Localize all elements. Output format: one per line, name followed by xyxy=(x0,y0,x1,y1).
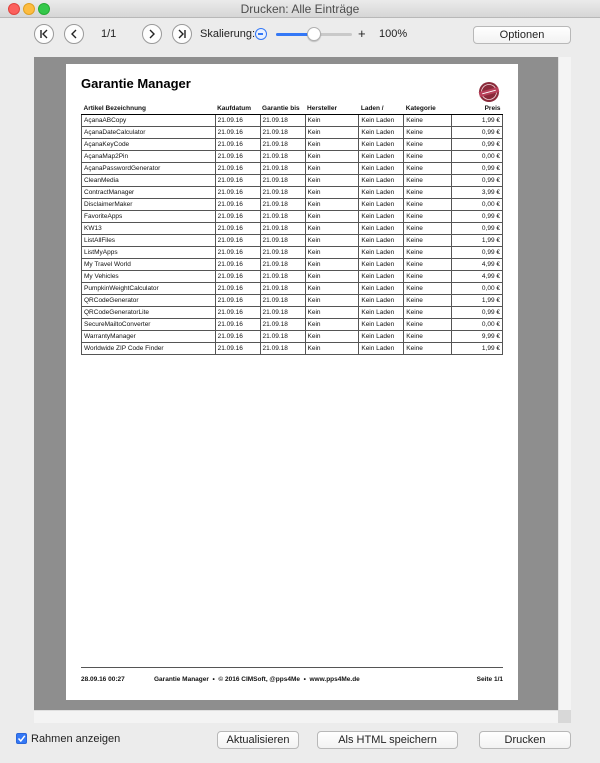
table-cell: 21.09.18 xyxy=(260,186,305,198)
table-cell: 21.09.16 xyxy=(215,258,260,270)
table-cell: 1,99 € xyxy=(452,342,503,354)
table-cell: Keine xyxy=(404,270,452,282)
table-cell: 21.09.16 xyxy=(215,126,260,138)
column-header: Kaufdatum xyxy=(215,104,260,114)
table-cell: Kein Laden xyxy=(359,330,404,342)
print-page xyxy=(66,64,518,700)
table-cell: 21.09.18 xyxy=(260,258,305,270)
table-cell: DisclaimerMaker xyxy=(82,198,216,210)
table-cell: Kein xyxy=(305,306,359,318)
table-cell: Kein Laden xyxy=(359,282,404,294)
column-header: Artikel Bezeichnung xyxy=(82,104,216,114)
table-row xyxy=(82,318,503,330)
table-row xyxy=(82,306,503,318)
table-cell: Keine xyxy=(404,114,452,126)
table-cell: Keine xyxy=(404,162,452,174)
table-cell: 21.09.18 xyxy=(260,294,305,306)
table-cell: Kein Laden xyxy=(359,294,404,306)
table-cell: 0,00 € xyxy=(452,282,503,294)
table-cell: 21.09.16 xyxy=(215,174,260,186)
table-cell: PumpkinWeightCalculator xyxy=(82,282,216,294)
table-cell: 4,99 € xyxy=(452,270,503,282)
table-cell: Keine xyxy=(404,138,452,150)
table-cell: ListAllFiles xyxy=(82,234,216,246)
checkmark-icon xyxy=(17,734,26,743)
table-cell: 3,99 € xyxy=(452,186,503,198)
table-cell: 21.09.18 xyxy=(260,114,305,126)
table-cell: 21.09.16 xyxy=(215,150,260,162)
table-cell: Keine xyxy=(404,174,452,186)
table-cell: Keine xyxy=(404,222,452,234)
table-cell: Kein xyxy=(305,150,359,162)
table-cell: AçanaKeyCode xyxy=(82,138,216,150)
table-cell: 21.09.16 xyxy=(215,270,260,282)
table-cell: Kein Laden xyxy=(359,318,404,330)
table-cell: 21.09.18 xyxy=(260,162,305,174)
table-cell: My Travel World xyxy=(82,258,216,270)
table-cell: Worldwide ZIP Code Finder xyxy=(82,342,216,354)
show-frame-checkbox[interactable] xyxy=(16,733,27,744)
column-header: Preis xyxy=(452,104,503,114)
table-row xyxy=(82,210,503,222)
table-cell: Keine xyxy=(404,198,452,210)
table-cell: Kein xyxy=(305,198,359,210)
table-cell: Kein Laden xyxy=(359,162,404,174)
table-cell: Kein xyxy=(305,282,359,294)
table-cell: Keine xyxy=(404,294,452,306)
table-cell: 0,99 € xyxy=(452,162,503,174)
table-cell: KW13 xyxy=(82,222,216,234)
table-cell: 21.09.16 xyxy=(215,138,260,150)
chevron-right-icon xyxy=(146,28,158,40)
table-cell: Kein Laden xyxy=(359,222,404,234)
table-cell: 21.09.16 xyxy=(215,114,260,126)
table-cell: 21.09.18 xyxy=(260,318,305,330)
zoom-percent: 100% xyxy=(379,28,408,40)
first-page-icon xyxy=(38,28,50,40)
table-row xyxy=(82,150,503,162)
table-cell: AçanaPasswordGenerator xyxy=(82,162,216,174)
table-cell: 0,00 € xyxy=(452,198,503,210)
table-cell: Kein xyxy=(305,294,359,306)
table-cell: Kein Laden xyxy=(359,270,404,282)
table-cell: ContractManager xyxy=(82,186,216,198)
column-header: Garantie bis xyxy=(260,104,305,114)
table-row xyxy=(82,234,503,246)
table-row xyxy=(82,126,503,138)
table-cell: Kein xyxy=(305,126,359,138)
table-cell: 21.09.18 xyxy=(260,234,305,246)
table-cell: Keine xyxy=(404,342,452,354)
table-body xyxy=(82,114,503,354)
footer-page-number: Seite 1/1 xyxy=(476,676,503,683)
table-cell: 21.09.18 xyxy=(260,342,305,354)
table-cell: CleanMedia xyxy=(82,174,216,186)
table-row xyxy=(82,114,503,126)
previous-page-button[interactable] xyxy=(64,24,84,44)
table-cell: Kein Laden xyxy=(359,126,404,138)
table-cell: 21.09.16 xyxy=(215,186,260,198)
table-cell: Keine xyxy=(404,306,452,318)
table-header-row xyxy=(82,104,503,114)
vertical-scrollbar[interactable] xyxy=(558,57,571,710)
table-cell: QRCodeGenerator xyxy=(82,294,216,306)
table-cell: Kein xyxy=(305,246,359,258)
table-cell: Kein Laden xyxy=(359,138,404,150)
table-cell: Kein Laden xyxy=(359,114,404,126)
table-cell: 1,99 € xyxy=(452,234,503,246)
table-cell: Kein xyxy=(305,138,359,150)
table-row xyxy=(82,294,503,306)
table-cell: Kein Laden xyxy=(359,198,404,210)
last-page-button[interactable] xyxy=(172,24,192,44)
table-row xyxy=(82,198,503,210)
table-cell: 0,99 € xyxy=(452,138,503,150)
table-cell: Keine xyxy=(404,258,452,270)
table-cell: 21.09.16 xyxy=(215,330,260,342)
table-cell: Kein xyxy=(305,342,359,354)
table-cell: 21.09.18 xyxy=(260,330,305,342)
last-page-icon xyxy=(176,28,188,40)
table-cell: Kein xyxy=(305,114,359,126)
table-cell: Keine xyxy=(404,246,452,258)
table-row xyxy=(82,138,503,150)
chevron-left-icon xyxy=(68,28,80,40)
table-cell: 21.09.18 xyxy=(260,210,305,222)
refresh-button[interactable]: Aktualisieren xyxy=(217,731,299,749)
table-cell: Keine xyxy=(404,282,452,294)
zoom-in-icon[interactable]: + xyxy=(358,26,366,41)
table-cell: Kein xyxy=(305,258,359,270)
table-cell: AçanaABCopy xyxy=(82,114,216,126)
table-cell: Kein xyxy=(305,162,359,174)
column-header: Hersteller xyxy=(305,104,359,114)
table-cell: Kein Laden xyxy=(359,186,404,198)
table-cell: 0,99 € xyxy=(452,222,503,234)
table-cell: Keine xyxy=(404,318,452,330)
table-cell: 0,99 € xyxy=(452,306,503,318)
table-cell: 21.09.16 xyxy=(215,294,260,306)
zoom-out-icon[interactable] xyxy=(255,28,267,40)
table-cell: Kein Laden xyxy=(359,174,404,186)
footer-divider xyxy=(81,667,503,668)
page-indicator: 1/1 xyxy=(101,28,117,40)
items-table xyxy=(81,104,503,355)
save-html-button[interactable]: Als HTML speichern xyxy=(317,731,458,749)
table-cell: 21.09.16 xyxy=(215,318,260,330)
table-cell: 21.09.16 xyxy=(215,306,260,318)
table-cell: Kein xyxy=(305,234,359,246)
table-cell: Kein Laden xyxy=(359,150,404,162)
table-row xyxy=(82,246,503,258)
table-row xyxy=(82,162,503,174)
table-cell: SecureMailtoConverter xyxy=(82,318,216,330)
table-cell: 21.09.18 xyxy=(260,174,305,186)
table-cell: 21.09.18 xyxy=(260,306,305,318)
scale-label: Skalierung: xyxy=(200,28,256,40)
table-cell: Keine xyxy=(404,186,452,198)
table-cell: Keine xyxy=(404,330,452,342)
warranty-seal-icon xyxy=(478,81,500,103)
table-cell: Kein xyxy=(305,174,359,186)
footer-timestamp: 28.09.16 00:27 xyxy=(81,676,125,683)
table-cell: Kein Laden xyxy=(359,234,404,246)
table-cell: Kein xyxy=(305,222,359,234)
table-row xyxy=(82,174,503,186)
table-cell: 21.09.16 xyxy=(215,198,260,210)
table-cell: 21.09.16 xyxy=(215,234,260,246)
horizontal-scrollbar[interactable] xyxy=(34,710,558,723)
table-cell: AçanaMap2Pin xyxy=(82,150,216,162)
table-row xyxy=(82,270,503,282)
table-cell: 21.09.18 xyxy=(260,246,305,258)
table-cell: Kein Laden xyxy=(359,210,404,222)
table-cell: Kein xyxy=(305,270,359,282)
next-page-button[interactable] xyxy=(142,24,162,44)
table-cell: 21.09.18 xyxy=(260,138,305,150)
table-cell: Keine xyxy=(404,210,452,222)
table-cell: 21.09.16 xyxy=(215,246,260,258)
table-cell: Kein Laden xyxy=(359,306,404,318)
table-cell: 21.09.16 xyxy=(215,162,260,174)
show-frame-label[interactable]: Rahmen anzeigen xyxy=(31,733,121,745)
zoom-slider-knob[interactable] xyxy=(307,27,321,41)
table-cell: 0,99 € xyxy=(452,126,503,138)
table-cell: Keine xyxy=(404,234,452,246)
table-row xyxy=(82,342,503,354)
table-cell: 21.09.16 xyxy=(215,222,260,234)
table-row xyxy=(82,186,503,198)
table-cell: 21.09.16 xyxy=(215,282,260,294)
table-cell: Keine xyxy=(404,126,452,138)
table-cell: 9,99 € xyxy=(452,330,503,342)
table-cell: 21.09.18 xyxy=(260,270,305,282)
table-cell: Keine xyxy=(404,150,452,162)
table-cell: Kein Laden xyxy=(359,246,404,258)
footer-center-text: Garantie Manager • © 2016 CIMSoft, @pps4Me • www.pps4Me.de xyxy=(154,676,360,683)
title-bar xyxy=(0,0,600,18)
table-row xyxy=(82,330,503,342)
scroll-corner xyxy=(558,710,571,723)
table-cell: Kein xyxy=(305,210,359,222)
table-cell: Kein xyxy=(305,330,359,342)
column-header: Kategorie xyxy=(404,104,452,114)
table-row xyxy=(82,258,503,270)
table-cell: 0,00 € xyxy=(452,318,503,330)
first-page-button[interactable] xyxy=(34,24,54,44)
table-cell: 21.09.16 xyxy=(215,210,260,222)
table-cell: 0,99 € xyxy=(452,246,503,258)
table-cell: Kein xyxy=(305,186,359,198)
options-button[interactable]: Optionen xyxy=(473,26,571,44)
table-cell: 0,99 € xyxy=(452,210,503,222)
table-cell: 21.09.18 xyxy=(260,282,305,294)
table-cell: Kein xyxy=(305,318,359,330)
document-title: Garantie Manager xyxy=(81,76,191,91)
table-cell: 0,00 € xyxy=(452,150,503,162)
table-cell: 21.09.18 xyxy=(260,150,305,162)
table-cell: My Vehicles xyxy=(82,270,216,282)
table-cell: 21.09.16 xyxy=(215,342,260,354)
table-row xyxy=(82,282,503,294)
table-cell: 21.09.18 xyxy=(260,222,305,234)
table-row xyxy=(82,222,503,234)
toolbar xyxy=(0,18,600,54)
table-cell: 1,99 € xyxy=(452,114,503,126)
table-cell: AçanaDateCalculator xyxy=(82,126,216,138)
table-cell: WarrantyManager xyxy=(82,330,216,342)
table-cell: FavoriteApps xyxy=(82,210,216,222)
table-cell: Kein Laden xyxy=(359,342,404,354)
table-cell: 1,99 € xyxy=(452,294,503,306)
table-cell: QRCodeGeneratorLite xyxy=(82,306,216,318)
table-cell: 4,99 € xyxy=(452,258,503,270)
table-cell: 21.09.18 xyxy=(260,126,305,138)
column-header: Laden / xyxy=(359,104,404,114)
table-cell: ListMyApps xyxy=(82,246,216,258)
table-cell: Kein Laden xyxy=(359,258,404,270)
print-button[interactable]: Drucken xyxy=(479,731,571,749)
table-cell: 0,99 € xyxy=(452,174,503,186)
table-cell: 21.09.18 xyxy=(260,198,305,210)
window-title: Drucken: Alle Einträge xyxy=(240,2,360,16)
